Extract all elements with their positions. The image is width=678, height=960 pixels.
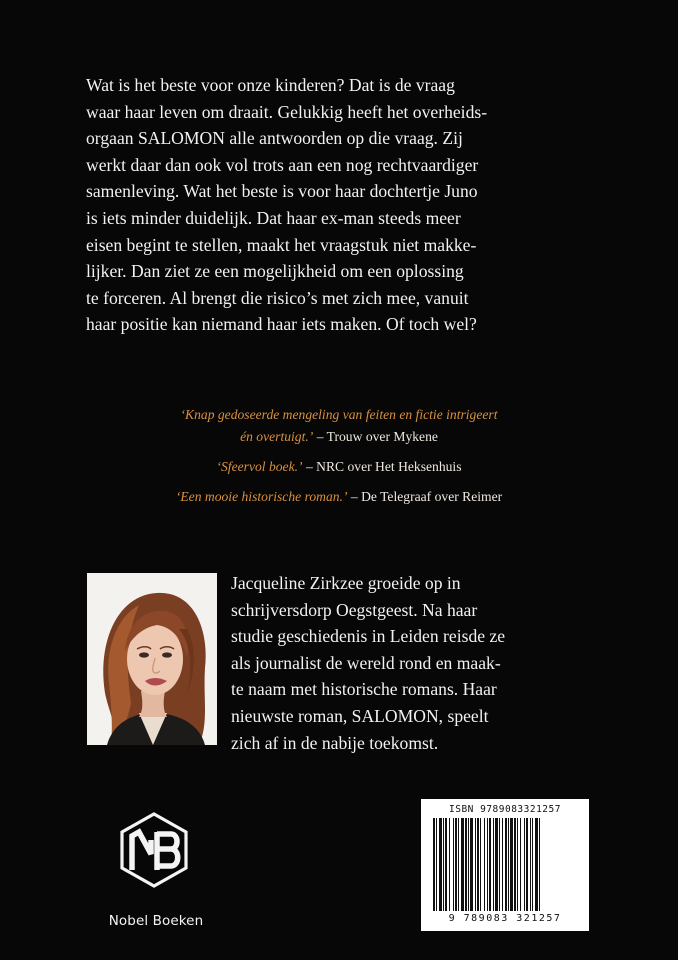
- press-quote-trouw: [0, 404, 678, 448]
- publisher-logo: [96, 812, 216, 937]
- author-bio: [231, 570, 593, 756]
- nobel-boeken-logo-icon: [119, 812, 189, 888]
- blurb-line: is iets minder duidelijk. Dat haar ex-man steeds meer: [86, 207, 461, 228]
- back-cover-blurb: [86, 72, 593, 338]
- bio-line: schrijversdorp Oegstgeest. Na haar: [231, 599, 478, 620]
- quote-source-title: Reimer: [462, 489, 503, 504]
- isbn-label: ISBN 9789083321257: [449, 804, 561, 815]
- quote-source-prefix: – De Telegraaf over: [347, 489, 463, 504]
- quote-source: [313, 429, 438, 444]
- press-quote-telegraaf: [0, 486, 678, 508]
- bio-line: zich af in de nabije toekomst.: [231, 732, 439, 753]
- author-photo: [87, 573, 217, 745]
- publisher-name: Nobel Boeken: [108, 913, 204, 929]
- quote-source-title: Mykene: [393, 429, 438, 444]
- quote-text: ‘Sfeervol boek.’: [216, 459, 303, 474]
- quote-source-title: Het Heksenhuis: [375, 459, 462, 474]
- bio-line: te naam met historische romans. Haar: [231, 679, 497, 700]
- quote-source-prefix: – NRC over: [302, 459, 376, 474]
- blurb-line: orgaan SALOMON alle antwoorden op die vraag. Zij: [86, 128, 463, 149]
- quote-text: én overtuigt.’: [240, 429, 314, 444]
- blurb-line: werkt daar dan ook vol trots aan een nog rechtvaardiger: [86, 154, 479, 175]
- barcode-bars-icon: [433, 818, 579, 911]
- isbn-barcode: [421, 799, 589, 931]
- press-quote-nrc: [0, 456, 678, 478]
- bio-line: studie geschiedenis in Leiden reisde ze: [231, 626, 506, 647]
- blurb-line: Wat is het beste voor onze kinderen? Dat is de vraag: [86, 75, 455, 95]
- press-quotes: [0, 404, 678, 516]
- bio-line: Jacqueline Zirkzee groeide op in: [231, 573, 461, 593]
- blurb-line: haar positie kan niemand haar iets maken. Of toch wel?: [86, 314, 477, 335]
- quote-text: ‘Een mooie historische roman.’: [175, 489, 348, 504]
- bio-line: als journalist de wereld rond en maak-: [231, 652, 501, 673]
- blurb-line: lijker. Dan ziet ze een mogelijkheid om een oplossing: [86, 261, 464, 282]
- blurb-line: te forceren. Al brengt die risico’s met zich mee, vanuit: [86, 287, 469, 308]
- blurb-line: samenleving. Wat het beste is voor haar dochtertje Juno: [86, 181, 478, 202]
- author-portrait-image: [87, 573, 217, 745]
- quote-text: ‘Knap gedoseerde mengeling van feiten en fictie intrigeert: [180, 407, 498, 422]
- blurb-line: eisen begint te stellen, maakt het vraagstuk niet makke-: [86, 234, 477, 255]
- quote-source: [303, 459, 462, 474]
- bio-line: nieuwste roman, SALOMON, speelt: [231, 705, 489, 726]
- blurb-line: waar haar leven om draait. Gelukkig heeft het overheids-: [86, 101, 488, 122]
- barcode-digits: 9 789083 321257: [448, 913, 562, 924]
- quote-source: [347, 489, 502, 504]
- quote-source-prefix: – Trouw over: [313, 429, 394, 444]
